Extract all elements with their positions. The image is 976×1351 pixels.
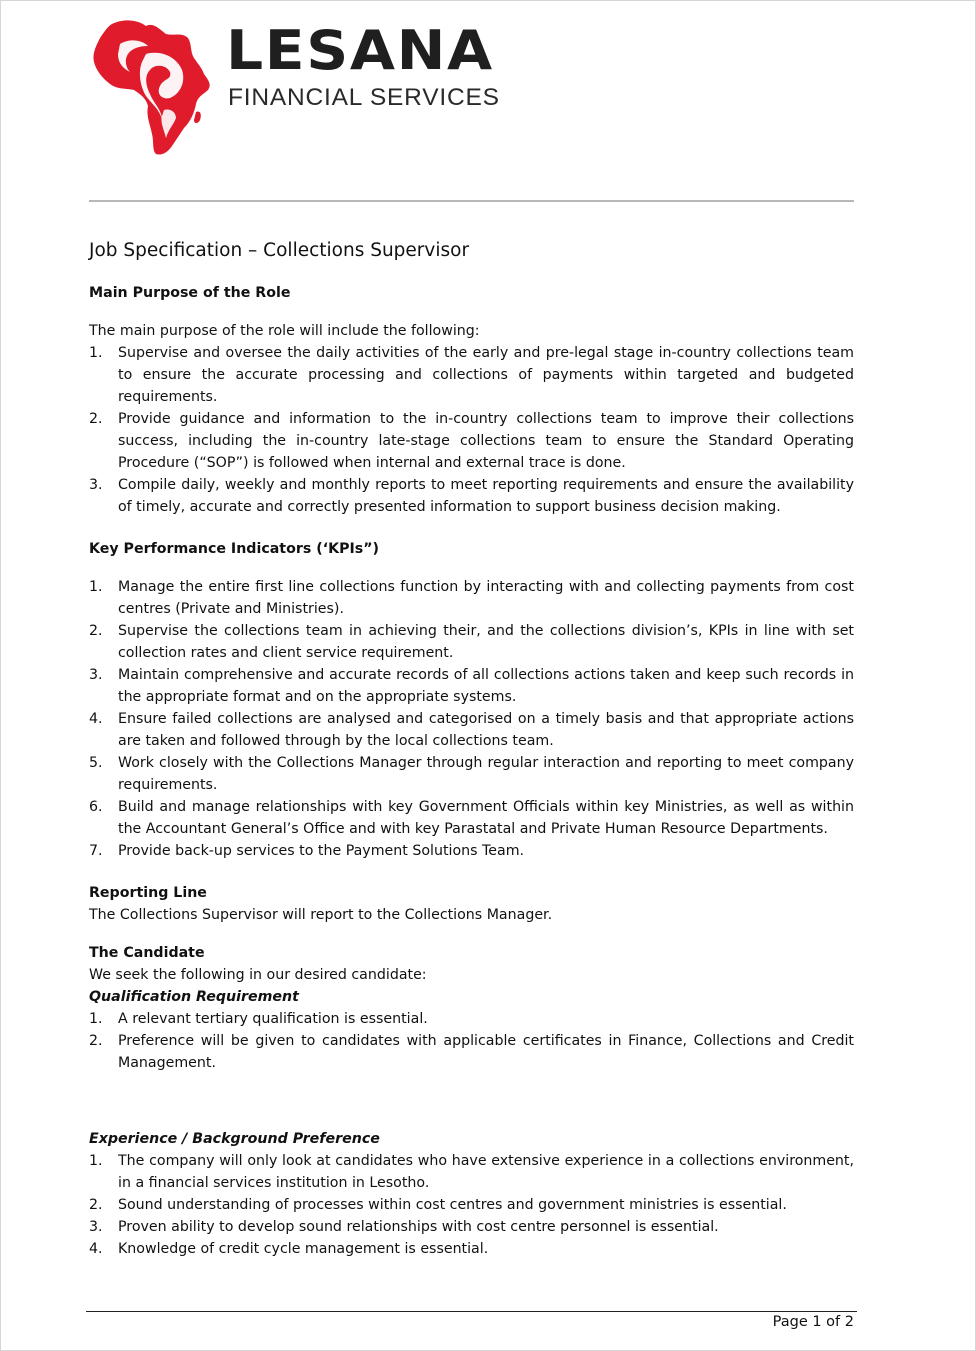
list-item: 3. Compile daily, weekly and monthly reports to meet reporting requirements and ensure the availability of timely, accurate and correctly presented information to support business decision making.	[89, 477, 854, 515]
company-logo-name: LESANA	[226, 19, 494, 82]
africa-logo-icon	[90, 14, 214, 160]
qualification-list	[89, 1008, 854, 1074]
purpose-list	[89, 342, 854, 518]
purpose-heading: Main Purpose of the Role	[89, 285, 291, 301]
list-item: 3. Proven ability to develop sound relationships with cost centre personnel is essential.	[89, 1219, 719, 1235]
list-item: 1. The company will only look at candidates who have extensive experience in a collections environment, in a financial services institution in Lesotho.	[89, 1153, 854, 1191]
list-item: 2. Supervise the collections team in achieving their, and the collections division’s, KPIs in line with set collection rates and client service requirement.	[89, 623, 854, 661]
list-item: 2. Sound understanding of processes within cost centres and government ministries is essential.	[89, 1197, 787, 1213]
company-logo-subtitle: FINANCIAL SERVICES	[228, 84, 500, 111]
purpose-intro: The main purpose of the role will include the following:	[89, 323, 480, 339]
list-item: 1. Supervise and oversee the daily activities of the early and pre-legal stage in-country collections team to ensure the accurate processing and collections of payments within targeted and budgeted requirements.	[89, 345, 854, 405]
list-item: 6. Build and manage relationships with key Government Officials within key Ministries, as well as within the Accountant General’s Office and with key Parastatal and Private Human Resource Departments.	[89, 799, 854, 837]
list-item: 4. Ensure failed collections are analysed and categorised on a timely basis and that appropriate actions are taken and followed through by the local collections team.	[89, 711, 854, 749]
page-number: Page 1 of 2	[772, 1314, 854, 1330]
experience-list	[89, 1150, 854, 1260]
reporting-text: The Collections Supervisor will report to the Collections Manager.	[89, 907, 553, 923]
candidate-intro: We seek the following in our desired candidate:	[89, 967, 427, 983]
reporting-heading: Reporting Line	[89, 885, 207, 901]
document-title: Job Specification – Collections Supervisor	[89, 240, 470, 261]
footer-divider	[86, 1311, 857, 1312]
document-body	[89, 236, 854, 1260]
qualification-heading: Qualification Requirement	[89, 989, 299, 1005]
list-item: 3. Maintain comprehensive and accurate records of all collections actions taken and keep such records in the appropriate format and on the appropriate systems.	[89, 667, 854, 705]
kpi-list	[89, 576, 854, 862]
list-item: 2. Preference will be given to candidates with applicable certificates in Finance, Collections and Credit Management.	[89, 1033, 854, 1071]
candidate-heading: The Candidate	[89, 945, 205, 961]
list-item: 1. A relevant tertiary qualification is essential.	[89, 1011, 428, 1027]
header-divider	[89, 200, 854, 202]
list-item: 2. Provide guidance and information to the in-country collections team to improve their collections success, including the in-country late-stage collections team to ensure the Standard Operating Procedure (“SOP”) is followed when internal and external trace is done.	[89, 411, 854, 471]
list-item: 1. Manage the entire first line collections function by interacting with and collecting payments from cost centres (Private and Ministries).	[89, 579, 854, 617]
list-item: 4. Knowledge of credit cycle management is essential.	[89, 1241, 489, 1257]
list-item: 7. Provide back-up services to the Payment Solutions Team.	[89, 843, 525, 859]
list-item: 5. Work closely with the Collections Manager through regular interaction and reporting to meet company requirements.	[89, 755, 854, 793]
experience-heading: Experience / Background Preference	[89, 1131, 380, 1147]
kpi-heading: Key Performance Indicators (‘KPIs”)	[89, 541, 380, 557]
